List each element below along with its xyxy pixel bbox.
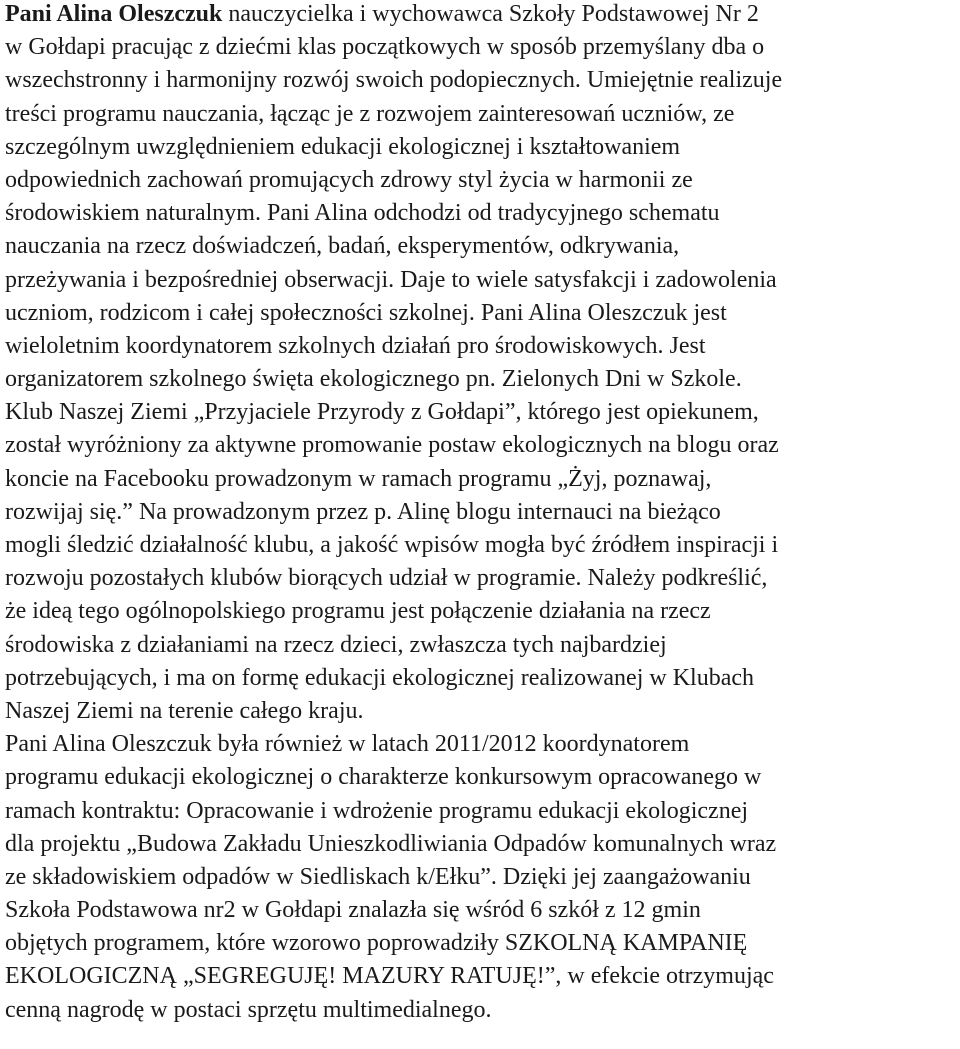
text-line: cenną nagrodę w postaci sprzętu multimedialnego. [5,996,492,1023]
text-line: odpowiednich zachowań promujących zdrowy styl życia w harmonii ze [5,166,693,193]
text-line: Pani Alina Oleszczuk była również w latach 2011/2012 koordynatorem [5,731,690,758]
text-line: szczególnym uwzględnieniem edukacji ekologicznej i kształtowaniem [5,133,681,160]
text-line: EKOLOGICZNĄ „SEGREGUJĘ! MAZURY RATUJĘ!”, w efekcie otrzymując [5,963,774,990]
text-line: w Gołdapi pracując z dziećmi klas początkowych w sposób przemyślany dba o [5,34,765,61]
text-line: ze składowiskiem odpadów w Siedliskach k/Ełku”. Dzięki jej zaangażowaniu [5,863,751,890]
text-line: mogli śledzić działalność klubu, a jakość wpisów mogła być źródłem inspiracji i [5,532,779,558]
text-line: został wyróżniony za aktywne promowanie postaw ekologicznych na blogu oraz [5,432,779,459]
text-line: środowiskiem naturalnym. Pani Alina odchodzi od tradycyjnego schematu [5,200,720,227]
text-line: programu edukacji ekologicznej o charakterze konkursowym opracowanego w [5,764,762,791]
text-line: przeżywania i bezpośredniej obserwacji. Daje to wiele satysfakcji i zadowolenia [5,266,777,293]
text-line: dla projektu „Budowa Zakładu Unieszkodliwiania Odpadów komunalnych wraz [5,830,777,857]
text-line: Szkoła Podstawowa nr2 w Gołdapi znalazła się wśród 6 szkół z 12 gmin [5,897,701,924]
text-line: organizatorem szkolnego święta ekologicznego pn. Zielonych Dni w Szkole. [5,366,742,393]
text-line: ramach kontraktu: Opracowanie i wdrożenie programu edukacji ekologicznej [5,797,749,824]
text-line: wieloletnim koordynatorem szkolnych działań pro środowiskowych. Jest [5,332,706,359]
text-line: nauczania na rzecz doświadczeń, badań, eksperymentów, odkrywania, [5,233,680,260]
text-fragment: nauczycielka i wychowawca Szkoły Podstawowej Nr 2 [222,1,759,27]
paragraph-1 [5,0,960,728]
paragraph-2 [5,728,960,1027]
text-line: wszechstronny i harmonijny rozwój swoich podopiecznych. Umiejętnie realizuje [5,67,783,94]
text-line: rozwijaj się.” Na prowadzonym przez p. Alinę blogu internauci na bieżąco [5,498,721,525]
text-line: Klub Naszej Ziemi „Przyjaciele Przyrody z Gołdapi”, którego jest opiekunem, [5,399,759,426]
text-line: Naszej Ziemi na terenie całego kraju. [5,697,364,724]
text-line: potrzebujących, i ma on formę edukacji ekologicznej realizowanej w Klubach [5,664,755,691]
text-line: uczniom, rodzicom i całej społeczności szkolnej. Pani Alina Oleszczuk jest [5,299,727,326]
text-line: treści programu nauczania, łącząc je z rozwojem zainteresowań uczniów, ze [5,100,735,127]
author-name: Pani Alina Oleszczuk [5,1,223,27]
text-line: objętych programem, które wzorowo poprowadziły SZKOLNĄ KAMPANIĘ [5,930,748,957]
text-line: koncie na Facebooku prowadzonym w ramach programu „Żyj, poznawaj, [5,465,712,492]
text-line: że ideą tego ogólnopolskiego programu jest połączenie działania na rzecz [5,598,711,625]
text-line: rozwoju pozostałych klubów biorących udział w programie. Należy podkreślić, [5,565,768,592]
text-line [5,0,960,31]
text-line: środowiska z działaniami na rzecz dzieci, zwłaszcza tych najbardziej [5,631,667,658]
